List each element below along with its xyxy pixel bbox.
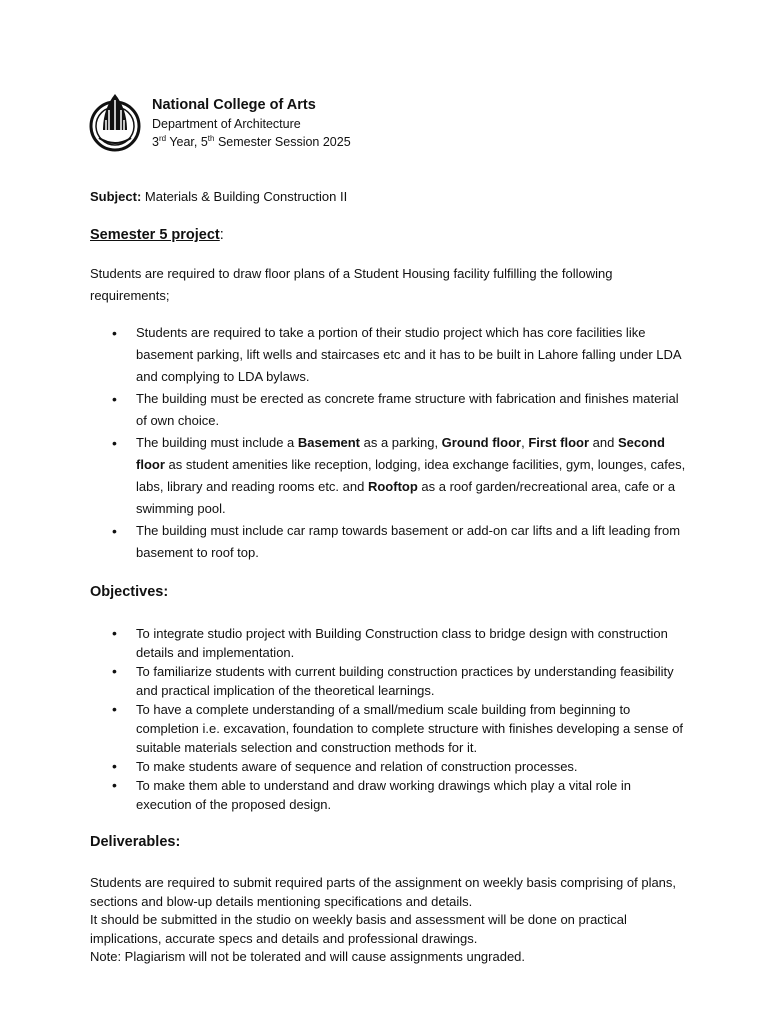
org-name: National College of Arts — [152, 97, 316, 113]
list-item: • To familiarize students with current building construction practices by understanding feasibility and practical implication of the theoretical learnings. — [90, 662, 690, 700]
list-item: • To integrate studio project with Building Construction class to bridge design with construction details and implementation. — [90, 624, 690, 662]
deliverables-text — [90, 874, 690, 967]
list-item: • To make students aware of sequence and relation of construction processes. — [90, 757, 690, 776]
objectives-heading: Objectives: — [90, 584, 169, 600]
list-item: • The building must be erected as concrete frame structure with fabrication and finishes material of own choice. — [90, 388, 690, 432]
deliverables-heading: Deliverables: — [90, 834, 181, 850]
objectives-list — [90, 624, 690, 814]
list-item: • To make them able to understand and draw working drawings which play a vital role in execution of the proposed design. — [90, 776, 690, 814]
list-item: • To have a complete understanding of a small/medium scale building from beginning to completion i.e. excavation, foundation to complete structure with finishes developing a sense of suitable materials selection and construction methods for it. — [90, 700, 690, 757]
list-item: • The building must include a Basement as a parking, Ground floor, First floor and Second floor as student amenities like reception, lodging, idea exchange facilities, gym, lounges, cafes, labs, library and reading rooms etc. and Rooftop as a roof garden/recreational area, cafe or a swimming pool. — [90, 432, 690, 520]
deliverables-paragraph: Students are required to submit required parts of the assignment on weekly basis comprising of plans, sections and blow-up details mentioning specifications and details. — [90, 875, 677, 909]
list-item: • The building must include car ramp towards basement or add-on car lifts and a lift leading from basement to roof top. — [90, 520, 690, 564]
list-item: • Students are required to take a portion of their studio project which has core facilities like basement parking, lift wells and staircases etc and it has to be built in Lahore falling under LDA and complying to LDA bylaws. — [90, 322, 690, 388]
session-line: 3rd Year, 5th Semester Session 2025 — [152, 133, 351, 149]
project-heading: Semester 5 project: — [90, 227, 224, 243]
department-name: Department of Architecture — [152, 117, 301, 131]
project-intro: Students are required to draw floor plans of a Student Housing facility fulfilling the following requirements; — [90, 266, 613, 303]
college-emblem-icon — [89, 90, 141, 154]
subject-line: Subject: Materials & Building Construction II — [90, 189, 348, 204]
deliverables-note: Note: Plagiarism will not be tolerated and will cause assignments ungraded. — [90, 949, 526, 964]
deliverables-paragraph: It should be submitted in the studio on weekly basis and assessment will be done on practical implications, accurate specs and details and professional drawings. — [90, 912, 627, 946]
requirements-list — [90, 322, 690, 564]
